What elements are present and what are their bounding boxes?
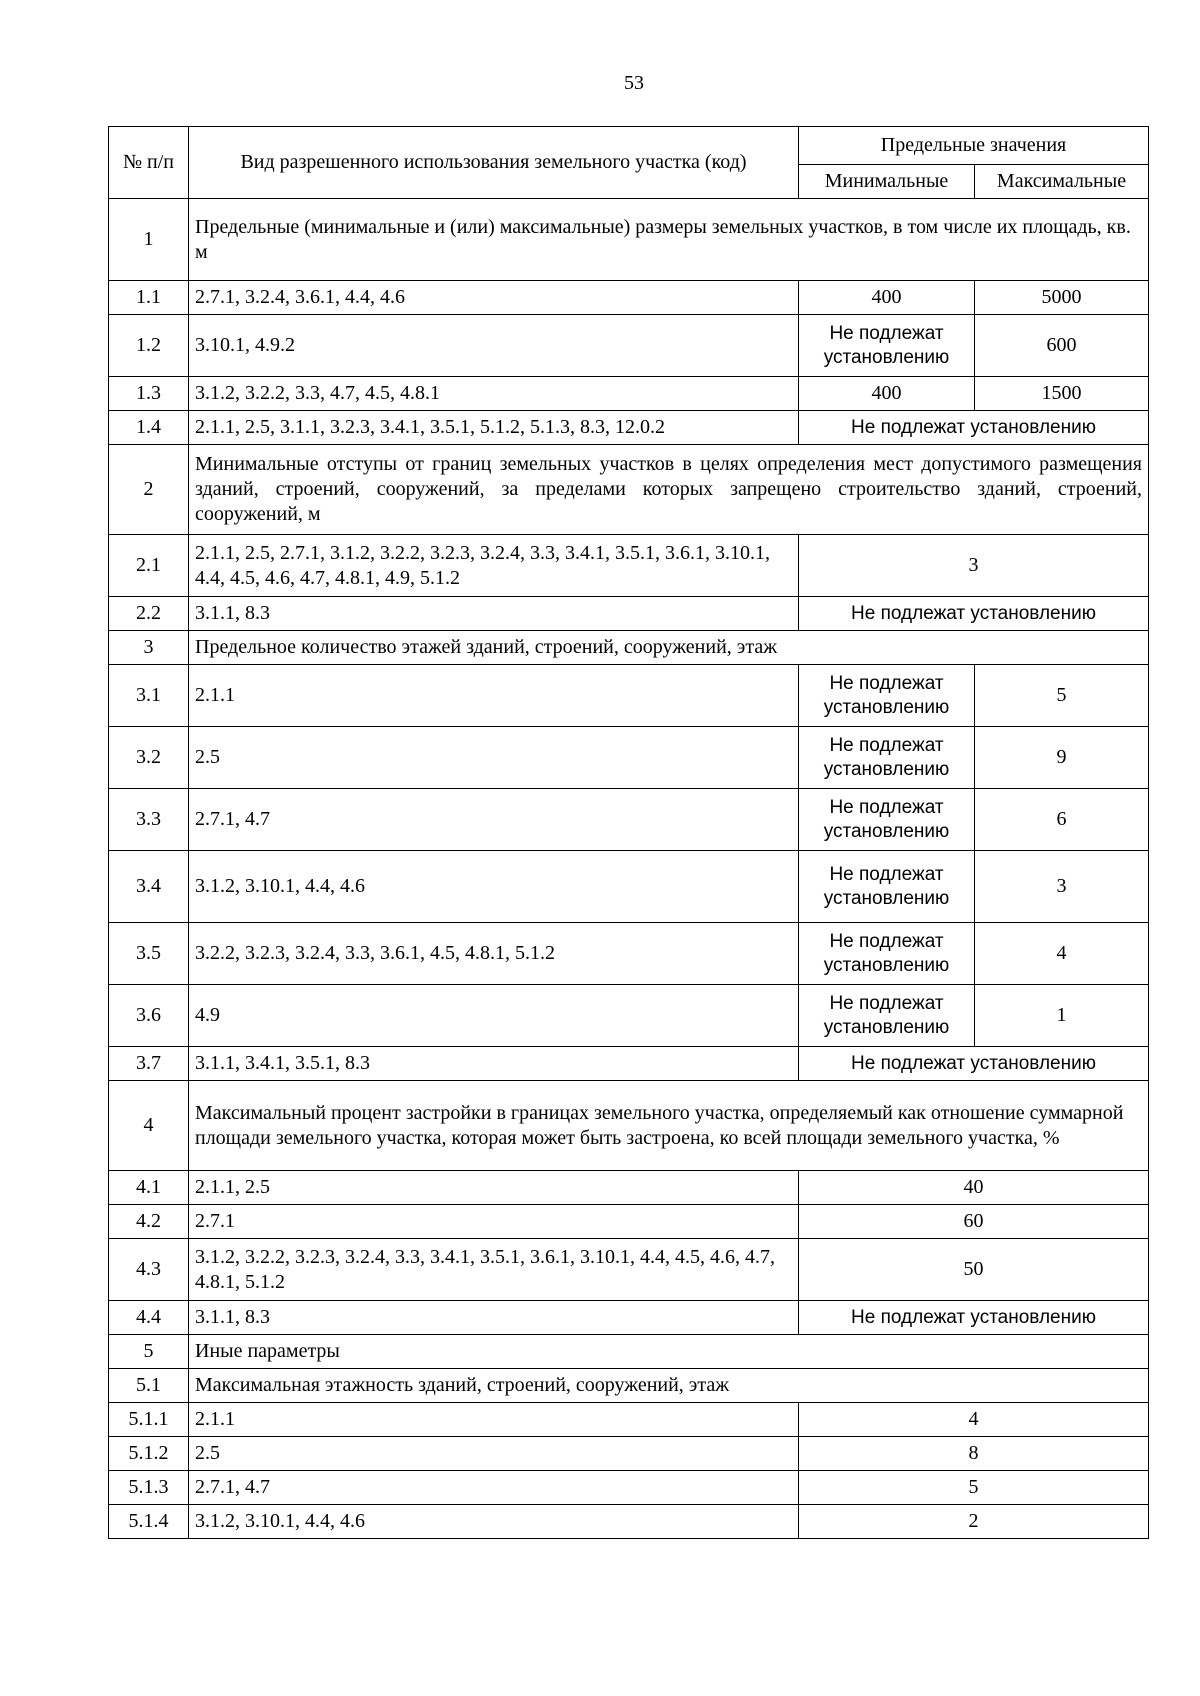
row-codes: 2.7.1 [189, 1205, 799, 1239]
row-codes: 3.1.2, 3.10.1, 4.4, 4.6 [189, 851, 799, 923]
row-codes: 3.1.2, 3.2.2, 3.2.3, 3.2.4, 3.3, 3.4.1, 3.5.1, 3.6.1, 3.10.1, 4.4, 4.5, 4.6, 4.7, 4.8.1, 5.1.2 [189, 1239, 799, 1301]
header-max: Максимальные [975, 165, 1149, 199]
row-codes: 2.1.1, 2.5, 3.1.1, 3.2.3, 3.4.1, 3.5.1, 5.1.2, 5.1.3, 8.3, 12.0.2 [189, 411, 799, 445]
row-number: 3.3 [109, 789, 189, 851]
header-row [109, 127, 1149, 165]
row-max: 5000 [975, 281, 1149, 315]
row-number: 2.2 [109, 597, 189, 631]
section-title: Предельное количество этажей зданий, строений, сооружений, этаж [189, 631, 1149, 665]
table-row [109, 1403, 1149, 1437]
row-codes: 2.1.1, 2.5, 2.7.1, 3.1.2, 3.2.2, 3.2.3, 3.2.4, 3.3, 3.4.1, 3.5.1, 3.6.1, 3.10.1, 4.4, 4.5, 4.6, 4.7, 4.8.1, 4.9, 5.1.2 [189, 535, 799, 597]
row-number: 3.5 [109, 923, 189, 985]
row-number: 1.3 [109, 377, 189, 411]
row-max: 9 [975, 727, 1149, 789]
row-value: 50 [799, 1239, 1149, 1301]
row-min: Не подлежат установлению [799, 315, 975, 377]
header-min: Минимальные [799, 165, 975, 199]
section-title: Иные параметры [189, 1335, 1149, 1369]
row-number: 1.1 [109, 281, 189, 315]
row-number: 2 [109, 445, 189, 535]
table-row [109, 1505, 1149, 1539]
row-codes: 2.5 [189, 727, 799, 789]
table-row [109, 1239, 1149, 1301]
row-codes: 3.10.1, 4.9.2 [189, 315, 799, 377]
row-min: 400 [799, 281, 975, 315]
row-max: 1500 [975, 377, 1149, 411]
row-min: Не подлежат установлению [799, 851, 975, 923]
row-number: 5.1.2 [109, 1437, 189, 1471]
row-min: Не подлежат установлению [799, 665, 975, 727]
row-codes: 2.7.1, 4.7 [189, 1471, 799, 1505]
row-max: 1 [975, 985, 1149, 1047]
row-codes: 2.1.1 [189, 665, 799, 727]
row-codes: 2.7.1, 3.2.4, 3.6.1, 4.4, 4.6 [189, 281, 799, 315]
row-min: 400 [799, 377, 975, 411]
row-number: 4.3 [109, 1239, 189, 1301]
section-row [109, 1081, 1149, 1171]
row-codes: 3.1.1, 3.4.1, 3.5.1, 8.3 [189, 1047, 799, 1081]
row-number: 3.6 [109, 985, 189, 1047]
row-number: 3.7 [109, 1047, 189, 1081]
row-min: Не подлежат установлению [799, 727, 975, 789]
row-value: 2 [799, 1505, 1149, 1539]
table-row [109, 923, 1149, 985]
row-value: 60 [799, 1205, 1149, 1239]
section-row [109, 631, 1149, 665]
header-num: № п/п [109, 127, 189, 199]
table-row [109, 1301, 1149, 1335]
row-codes: 3.1.2, 3.2.2, 3.3, 4.7, 4.5, 4.8.1 [189, 377, 799, 411]
row-max: 3 [975, 851, 1149, 923]
section-title: Минимальные отступы от границ земельных участков в целях определения мест допустимого размещения зданий, строений, сооружений, за пределами которых запрещено строительство зданий, строений, сооружений, м [189, 445, 1149, 535]
row-number: 4.1 [109, 1171, 189, 1205]
row-min: Не подлежат установлению [799, 985, 975, 1047]
row-number: 5.1.4 [109, 1505, 189, 1539]
row-number: 3.4 [109, 851, 189, 923]
row-max: 5 [975, 665, 1149, 727]
table-row [109, 1471, 1149, 1505]
row-number: 2.1 [109, 535, 189, 597]
row-codes: 2.1.1 [189, 1403, 799, 1437]
row-number: 4.4 [109, 1301, 189, 1335]
table-row [109, 1047, 1149, 1081]
row-codes: 2.5 [189, 1437, 799, 1471]
table-row [109, 411, 1149, 445]
row-value: Не подлежат установлению [799, 411, 1149, 445]
row-value: 40 [799, 1171, 1149, 1205]
row-max: 4 [975, 923, 1149, 985]
section-title: Максимальный процент застройки в границах земельного участка, определяемый как отношение суммарной площади земельного участка, которая может быть застроена, ко всей площади земельного участка, % [189, 1081, 1149, 1171]
row-value: Не подлежат установлению [799, 1301, 1149, 1335]
table-row [109, 1171, 1149, 1205]
table-row [109, 315, 1149, 377]
row-codes: 3.1.1, 8.3 [189, 1301, 799, 1335]
parameters-table [108, 126, 1149, 1539]
section-row [109, 445, 1149, 535]
row-codes: 3.1.1, 8.3 [189, 597, 799, 631]
row-number: 3.1 [109, 665, 189, 727]
row-min: Не подлежат установлению [799, 789, 975, 851]
row-number: 3.2 [109, 727, 189, 789]
row-value: Не подлежат установлению [799, 597, 1149, 631]
table-row [109, 1437, 1149, 1471]
row-codes: 3.2.2, 3.2.3, 3.2.4, 3.3, 3.6.1, 4.5, 4.8.1, 5.1.2 [189, 923, 799, 985]
row-value: Не подлежат установлению [799, 1047, 1149, 1081]
row-codes: 2.7.1, 4.7 [189, 789, 799, 851]
row-value: 8 [799, 1437, 1149, 1471]
row-max: 6 [975, 789, 1149, 851]
row-min: Не подлежат установлению [799, 923, 975, 985]
row-number: 4.2 [109, 1205, 189, 1239]
table-row [109, 1205, 1149, 1239]
section-row [109, 1335, 1149, 1369]
table-row [109, 727, 1149, 789]
table-row [109, 377, 1149, 411]
row-codes: 4.9 [189, 985, 799, 1047]
row-value: 4 [799, 1403, 1149, 1437]
row-number: 4 [109, 1081, 189, 1171]
row-number: 5 [109, 1335, 189, 1369]
row-number: 1.2 [109, 315, 189, 377]
row-max: 600 [975, 315, 1149, 377]
row-number: 5.1.1 [109, 1403, 189, 1437]
table-row [109, 281, 1149, 315]
table-row [109, 985, 1149, 1047]
header-limits: Предельные значения [799, 127, 1149, 165]
page-number: 53 [624, 72, 644, 94]
table-row [109, 597, 1149, 631]
row-number: 3 [109, 631, 189, 665]
table-row [109, 851, 1149, 923]
section-row [109, 1369, 1149, 1403]
row-codes: 3.1.2, 3.10.1, 4.4, 4.6 [189, 1505, 799, 1539]
row-number: 1.4 [109, 411, 189, 445]
header-type: Вид разрешенного использования земельного участка (код) [189, 127, 799, 199]
row-codes: 2.1.1, 2.5 [189, 1171, 799, 1205]
row-value: 3 [799, 535, 1149, 597]
row-number: 5.1.3 [109, 1471, 189, 1505]
row-value: 5 [799, 1471, 1149, 1505]
table-row [109, 665, 1149, 727]
table-row [109, 789, 1149, 851]
row-number: 1 [109, 199, 189, 281]
section-row [109, 199, 1149, 281]
section-title: Максимальная этажность зданий, строений, сооружений, этаж [189, 1369, 1149, 1403]
section-title: Предельные (минимальные и (или) максимальные) размеры земельных участков, в том числе их площадь, кв. м [189, 199, 1149, 281]
table-row [109, 535, 1149, 597]
row-number: 5.1 [109, 1369, 189, 1403]
